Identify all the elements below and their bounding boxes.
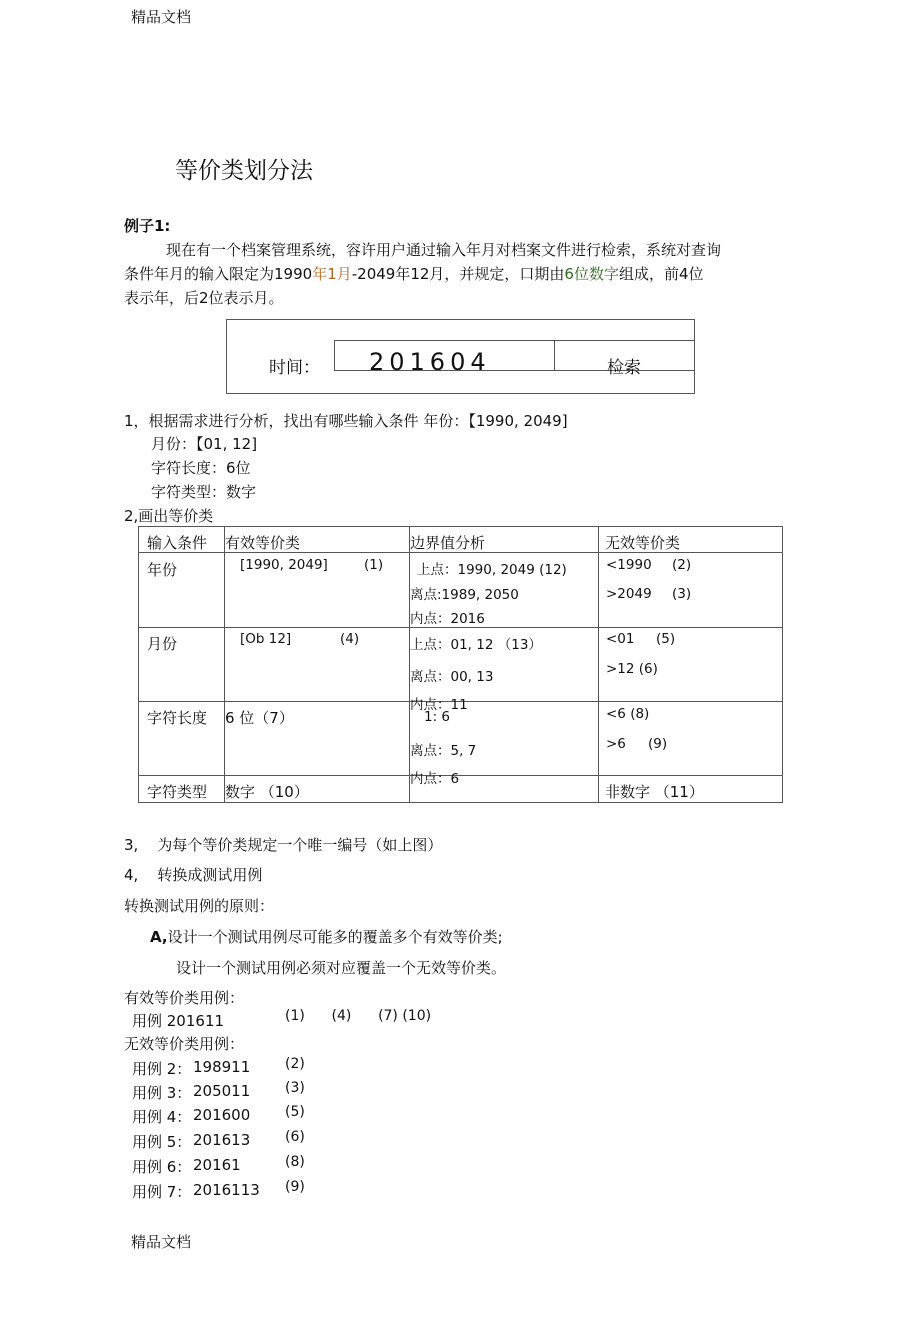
invalid-case-value: 201600 <box>193 1106 251 1124</box>
search-widget <box>226 319 695 394</box>
step1-month: 月份：【01, 12] <box>151 435 258 453</box>
table-cell-cond: 年份 <box>147 561 178 579</box>
table-header: 输入条件 <box>147 534 208 552</box>
table-header: 无效等价类 <box>605 534 681 552</box>
principle-a: A,设计一个测试用例尽可能多的覆盖多个有效等价类; <box>150 928 503 946</box>
table-cell-invalid-no: (3) <box>672 586 692 602</box>
table-cell-invalid-no: (9) <box>648 736 668 752</box>
table-cell-valid: [Ob 12] <box>240 631 292 647</box>
invalid-case-value: 205011 <box>193 1082 251 1100</box>
invalid-case-covers: (5) <box>285 1104 305 1120</box>
table-cell-invalid-no: (2) <box>672 557 692 573</box>
step3: 3, 为每个等价类规定一个唯一编号（如上图） <box>124 836 443 854</box>
step2-title: 2,画出等价类 <box>124 507 214 525</box>
invalid-case-value: 201613 <box>193 1131 251 1149</box>
table-cell-invalid-no: (5) <box>656 631 676 647</box>
intro-line-3: 表示年，后2位表示月。 <box>124 289 284 307</box>
invalid-case-covers: (8) <box>285 1154 305 1170</box>
search-button[interactable]: 检索 <box>607 358 641 378</box>
invalid-case-value: 20161 <box>193 1156 241 1174</box>
table-cell-boundary: 内点：2016 <box>410 611 485 627</box>
invalid-case-covers: (9) <box>285 1179 305 1195</box>
example-label: 例子1: <box>124 217 171 235</box>
table-cell-boundary: 上点：01, 12 （13） <box>410 637 542 653</box>
invalid-case-label: 用例 6： <box>132 1158 192 1176</box>
table-cell-invalid: <6 (8) <box>606 706 650 722</box>
invalid-case-label: 用例 7： <box>132 1183 192 1201</box>
table-header: 边界值分析 <box>410 534 486 552</box>
table-cell-cond: 字符长度 <box>147 709 208 727</box>
page-header: 精品文档 <box>131 8 192 26</box>
invalid-case-value: 2016113 <box>193 1181 260 1199</box>
table-cell-boundary: 1: 6 <box>424 709 451 725</box>
table-cell-boundary-clipped: 内点：11 <box>410 697 468 713</box>
table-cell-invalid: <01 <box>606 631 635 647</box>
intro-line-1: 现在有一个档案管理系统，容许用户通过输入年月对档案文件进行检索，系统对查询 <box>166 241 722 259</box>
valid-case-label: 用例 201611 <box>132 1012 225 1030</box>
invalid-cases-title: 无效等价类用例： <box>124 1035 245 1053</box>
page-footer: 精品文档 <box>131 1233 192 1251</box>
invalid-case-label: 用例 3： <box>132 1084 192 1102</box>
table-cell-boundary: 离点：00, 13 <box>410 669 494 685</box>
step1-type: 字符类型：数字 <box>151 483 257 501</box>
table-cell-valid: 6 位（7） <box>225 709 294 727</box>
invalid-case-label: 用例 4： <box>132 1108 192 1126</box>
equivalence-table <box>138 526 783 803</box>
table-header: 有效等价类 <box>225 534 301 552</box>
step1-length: 字符长度：6位 <box>151 459 251 477</box>
valid-cases-title: 有效等价类用例： <box>124 989 245 1007</box>
table-cell-boundary: 离点:1989, 2050 <box>410 587 519 603</box>
invalid-case-label: 用例 2： <box>132 1060 192 1078</box>
table-cell-invalid: 非数字 （11） <box>605 783 704 801</box>
table-cell-boundary-clipped: 内点：6 <box>410 771 460 787</box>
step4: 4, 转换成测试用例 <box>124 866 263 884</box>
table-cell-valid: [1990, 2049] <box>240 557 328 573</box>
invalid-case-label: 用例 5： <box>132 1133 192 1151</box>
table-cell-cond: 字符类型 <box>147 783 208 801</box>
invalid-case-covers: (6) <box>285 1129 305 1145</box>
table-cell-invalid: >6 <box>606 736 626 752</box>
invalid-case-covers: (3) <box>285 1080 305 1096</box>
table-cell-cond: 月份 <box>147 635 178 653</box>
invalid-case-value: 198911 <box>193 1058 251 1076</box>
table-cell-valid-no: (4) <box>340 631 360 647</box>
table-cell-boundary: 离点：5, 7 <box>410 743 477 759</box>
table-cell-boundary: 上点：1990, 2049 (12) <box>417 562 567 578</box>
page-title: 等价类划分法 <box>175 158 313 184</box>
valid-case-covers: (1) (4) (7) (10) <box>285 1008 432 1024</box>
time-input[interactable]: 201604 <box>369 348 491 376</box>
table-cell-invalid: <1990 <box>606 557 652 573</box>
table-cell-invalid: >2049 <box>606 586 652 602</box>
table-cell-invalid: >12 (6) <box>606 661 658 677</box>
principle-b: 设计一个测试用例必须对应覆盖一个无效等价类。 <box>176 959 507 977</box>
step1-line: 1，根据需求进行分析，找出有哪些输入条件 年份：【1990, 2049] <box>124 412 568 430</box>
intro-line-2: 条件年月的输入限定为1990年1月-2049年12月，并规定，口期由6位数字组成，前4位 <box>124 265 704 283</box>
invalid-case-covers: (2) <box>285 1056 305 1072</box>
table-cell-valid-no: (1) <box>364 557 384 573</box>
principle-title: 转换测试用例的原则： <box>124 897 275 915</box>
time-label: 时间： <box>269 358 320 378</box>
table-cell-valid: 数字 （10） <box>225 783 309 801</box>
